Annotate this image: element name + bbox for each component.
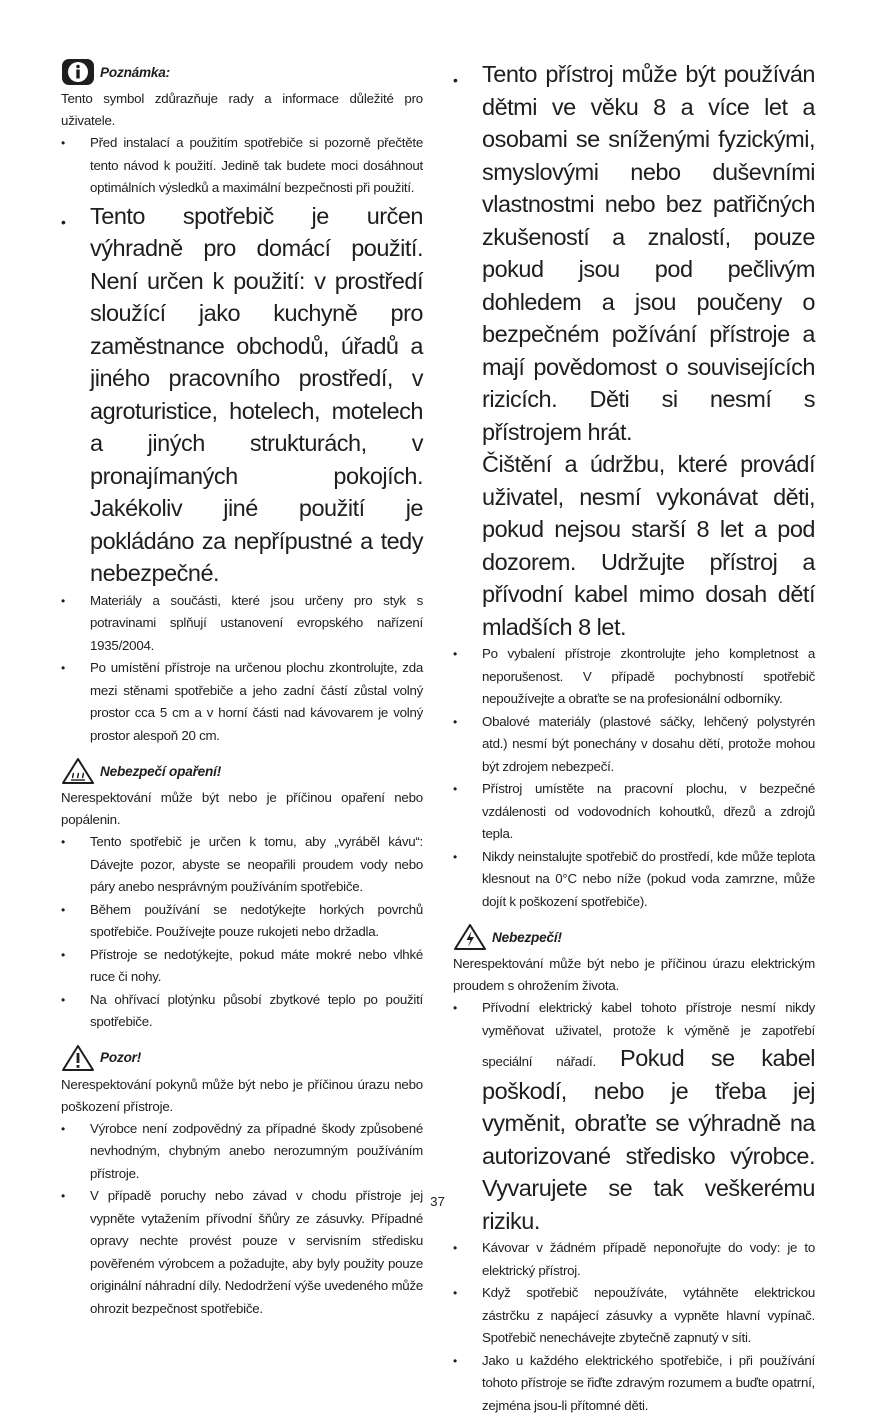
- list-item-large: [453, 58, 815, 643]
- list-item-large: • Tento spotřebič je určen výhradně pro domácí použití. Není určen k použití: v prostředí sloužící jako kuchyně pro zaměstnance obchodů, úřadů a jiného pracovního prostředí, v agroturistice, hotelech, motelech a jiných strukturách, v pronajímaných pokojích. Jakékoliv jiné použití je pokládáno za nepřípustné a tedy nebezpečné.: [61, 200, 423, 590]
- danger-intro: Nerespektování může být nebo je příčinou úrazu elektrickým proudem s ohrožením života.: [453, 953, 815, 997]
- list-item: • Obalové materiály (plastové sáčky, lehčený polystyrén atd.) nesmí být ponechány v dosahu dětí, protože mohou být zdrojem nebezpečí.: [453, 711, 815, 779]
- list-item: • V případě poruchy nebo závad v chodu přístroje jej vypněte vytažením přívodní šňůry ze zásuvky. Případné opravy nechte provést pouze v servisním středisku pověřeném výrobcem a požadujte, aby byly použity pouze originální náhradní díly. Nedodržení výše uvedeného může ohrozit bezpečnost spotřebiče.: [61, 1185, 423, 1320]
- note-list-after: [61, 590, 423, 748]
- scald-list: [61, 831, 423, 1034]
- bullet: •: [453, 846, 457, 869]
- bullet: •: [61, 831, 65, 854]
- right-column: [453, 58, 815, 1417]
- bullet: •: [61, 989, 65, 1012]
- list-item: • Na ohřívací plotýnku působí zbytkové teplo po použití spotřebiče.: [61, 989, 423, 1034]
- list-item: • Po umístění přístroje na určenou plochu zkontrolujte, zda mezi stěnami spotřebiče a jeho zadní částí zůstal volný prostor cca 5 cm a v horní části nad kávovarem je volný prostor alespoň 20 cm.: [61, 657, 423, 747]
- cleaning-paragraph: Čištění a údržbu, které provádí uživatel, nesmí vykonávat děti, pokud nejsou starší 8 let a pod dozorem. Udržujte přístroj a přívodní kabel mimo dosah dětí mladších 8 let.: [482, 448, 815, 643]
- note-big-list: [61, 200, 423, 590]
- bullet: •: [61, 899, 65, 922]
- list-item: • Před instalací a použitím spotřebiče si pozorně přečtěte tento návod k použití. Jedině tak budete moci dosáhnout optimálních výsledků a maximální bezpečnosti při použití.: [61, 132, 423, 200]
- danger-title: Nebezpečí!: [492, 930, 562, 945]
- bullet: •: [453, 64, 457, 97]
- list-item: • Během používání se nedotýkejte horkých povrchů spotřebiče. Používejte pouze rukojeti nebo držadla.: [61, 899, 423, 944]
- caution-title: Pozor!: [100, 1050, 141, 1065]
- children-warning-list: [453, 58, 815, 643]
- page-number: 37: [0, 1194, 875, 1209]
- install-list: [453, 643, 815, 913]
- caution-list: [61, 1118, 423, 1321]
- exclamation-warning-icon: [61, 1044, 95, 1072]
- note-list: [61, 132, 423, 200]
- bullet: •: [61, 657, 65, 680]
- list-item: • Nikdy neinstalujte spotřebič do prostředí, kde může teplota klesnout na 0°C nebo níže (pokud voda zamrzne, může dojít k poškození spotřebiče).: [453, 846, 815, 914]
- list-item: • Po vybalení přístroje zkontrolujte jeho kompletnost a neporušenost. V případě pochybností spotřebič nepoužívejte a obraťte se na profesionální odborníky.: [453, 643, 815, 711]
- bullet: •: [453, 711, 457, 734]
- bullet: •: [61, 132, 65, 155]
- info-icon: [61, 58, 95, 86]
- note-title: Poznámka:: [100, 65, 170, 80]
- scald-title: Nebezpečí opaření!: [100, 764, 221, 779]
- list-item: • Přístroje se nedotýkejte, pokud máte mokré nebo vlhké ruce či nohy.: [61, 944, 423, 989]
- list-item: • Tento spotřebič je určen k tomu, aby „vyráběl kávu“: Dávejte pozor, abyste se neopařili proudem vody nebo páry anebo nesprávným používáním spotřebiče.: [61, 831, 423, 899]
- scald-intro: Nerespektování může být nebo je příčinou opaření nebo popálenin.: [61, 787, 423, 831]
- bullet: •: [453, 643, 457, 666]
- list-item: • Výrobce není zodpovědný za případné škody způsobené nevhodným, chybným anebo nerozumným používáním přístroje.: [61, 1118, 423, 1186]
- scald-header: [61, 757, 423, 785]
- bullet: •: [453, 778, 457, 801]
- caution-intro: Nerespektování pokynů může být nebo je příčinou úrazu nebo poškození přístroje.: [61, 1074, 423, 1118]
- caution-header: [61, 1044, 423, 1072]
- list-item: • Materiály a součásti, které jsou určeny pro styk s potravinami splňují ustanovení evropského nařízení 1935/2004.: [61, 590, 423, 658]
- bullet: •: [453, 997, 457, 1020]
- bullet: •: [61, 1185, 65, 1208]
- bullet: •: [453, 1237, 457, 1260]
- bullet: •: [453, 1282, 457, 1305]
- note-intro: Tento symbol zdůrazňuje rady a informace důležité pro uživatele.: [61, 88, 423, 132]
- list-item: • Když spotřebič nepoužíváte, vytáhněte elektrickou zástrčku z napájecí zásuvky a vypněte hlavní vypínač. Spotřebič nenechávejte zbytečně zapnutý v síti.: [453, 1282, 815, 1350]
- bullet: •: [453, 1350, 457, 1373]
- list-item: • Přístroj umístěte na pracovní plochu, v bezpečné vzdálenosti od vodovodních kohoutků, dřezů a zdrojů tepla.: [453, 778, 815, 846]
- cable-note-small: Přívodní elektrický kabel tohoto přístroje nesmí nikdy vyměňovat uživatel, protože k výměně je zapotřebí speciální nářadí.: [482, 1000, 815, 1069]
- list-item: • Jako u každého elektrického spotřebiče, i při používání tohoto přístroje se řiďte zdravým rozumem a buďte opatrní, zejména jsou-li přítomné děti.: [453, 1350, 815, 1417]
- electric-hazard-icon: [453, 923, 487, 951]
- bullet: •: [61, 590, 65, 613]
- children-paragraph: Tento přístroj může být používán dětmi ve věku 8 a více let a osobami se sníženými fyzickými, smyslovými nebo duševními vlastnostmi nebo bez patřičných zkušeností a znalostí, pouze pokud jsou pod pečlivým dohledem a jsou poučeny o bezpečném požívání přístroje a mají povědomost o souvisejících rizicích. Děti si nesmí s přístrojem hrát.: [482, 58, 815, 448]
- danger-header: [453, 923, 815, 951]
- bullet: •: [61, 206, 65, 239]
- bullet: •: [61, 1118, 65, 1141]
- left-column: [61, 58, 423, 1320]
- bullet: •: [61, 944, 65, 967]
- hot-surface-warning-icon: [61, 757, 95, 785]
- note-header: [61, 58, 423, 86]
- list-item: • Kávovar v žádném případě neponořujte do vody: je to elektrický přístroj.: [453, 1237, 815, 1282]
- cable-note-large: Pokud se kabel poškodí, nebo je třeba jej vyměnit, obraťte se výhradně na autorizované středisko výrobce. Vyvarujete se tak veškerému riziku.: [482, 1045, 815, 1234]
